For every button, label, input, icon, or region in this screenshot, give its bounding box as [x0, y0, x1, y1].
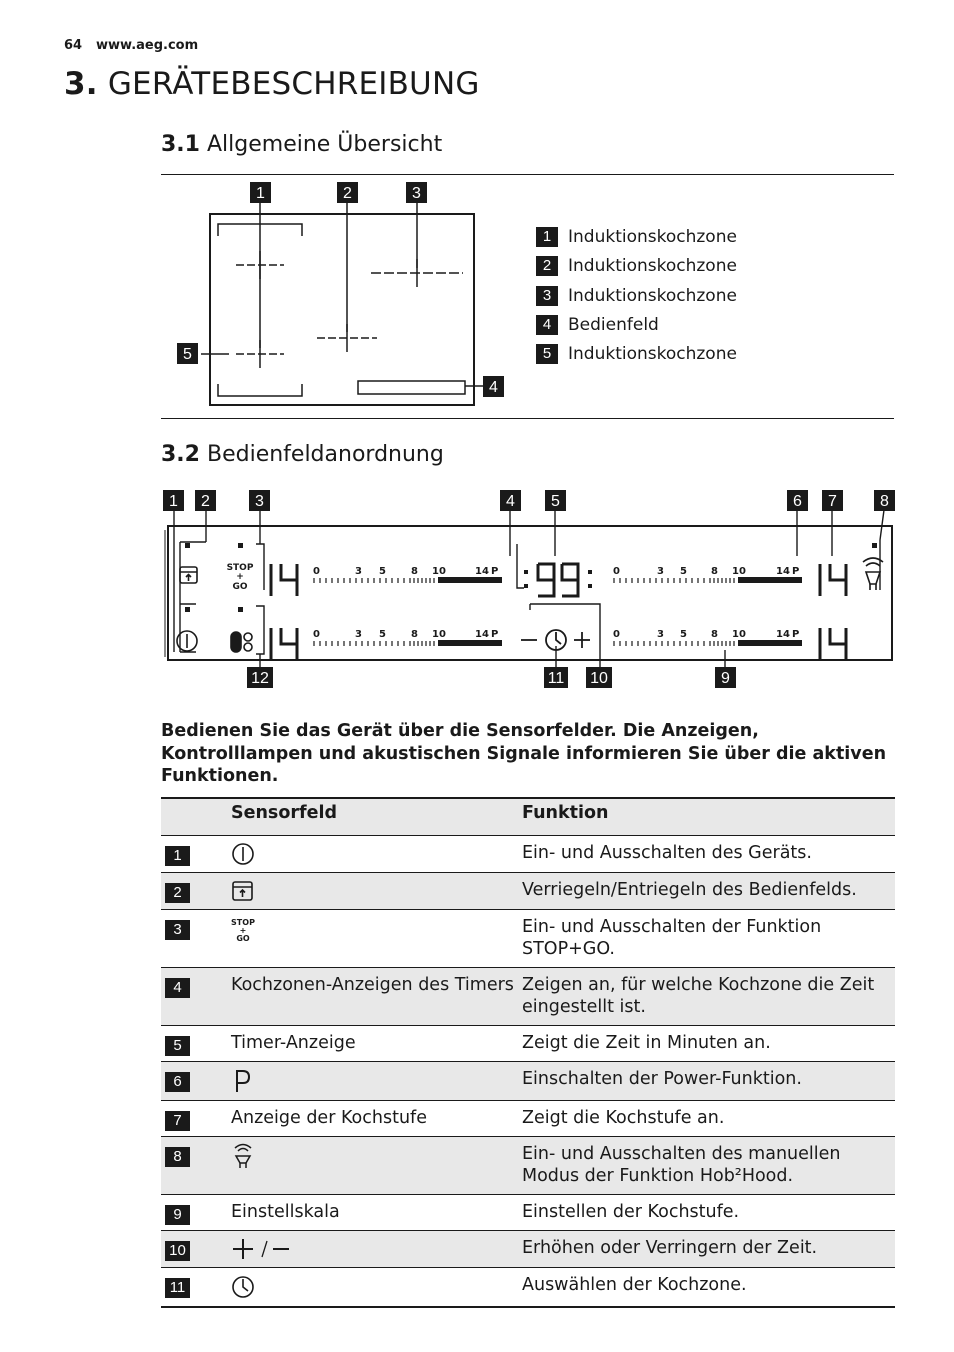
svg-text:10: 10 — [432, 629, 446, 640]
table-header-function: Funktion — [522, 798, 895, 836]
panel-callout-10: 10 — [590, 670, 608, 687]
timer-display — [538, 564, 578, 596]
row-number: 9 — [165, 1205, 190, 1225]
table-row — [161, 1268, 895, 1308]
svg-text:0: 0 — [313, 566, 320, 577]
svg-text:3: 3 — [657, 566, 664, 577]
svg-text:5: 5 — [379, 566, 386, 577]
legend-number: 1 — [536, 227, 558, 247]
row-number: 5 — [165, 1036, 190, 1056]
row-function: Zeigt die Zeit in Minuten an. — [522, 1033, 771, 1053]
power-icon — [231, 842, 255, 866]
header-url: www.aeg.com — [96, 38, 199, 53]
svg-text:10: 10 — [732, 566, 746, 577]
panel-callout-3: 3 — [255, 493, 264, 510]
row-sensor: Timer-Anzeige — [231, 1033, 356, 1053]
row-number: 6 — [165, 1072, 190, 1092]
row-function: Erhöhen oder Verringern der Zeit. — [522, 1231, 895, 1268]
table-row — [161, 1195, 895, 1231]
svg-text:STOP: STOP — [231, 918, 255, 927]
panel-callout-4: 4 — [506, 493, 515, 510]
row-sensor: Anzeige der Kochstufe — [231, 1108, 427, 1128]
row-sensor: Kochzonen-Anzeigen des Timers — [231, 968, 522, 1026]
svg-text:10: 10 — [432, 566, 446, 577]
hob-outline — [210, 214, 474, 405]
legend-item — [536, 284, 737, 308]
legend-label: Bedienfeld — [568, 315, 659, 335]
control-panel-diagram — [160, 486, 896, 694]
table-row — [161, 1137, 895, 1195]
table-row — [161, 968, 895, 1026]
section-1-heading — [161, 132, 442, 157]
plus-icon — [574, 632, 590, 648]
svg-text:8: 8 — [411, 566, 418, 577]
table-header-number — [161, 798, 231, 836]
panel-callout-9: 9 — [721, 670, 730, 687]
intro-paragraph: Bedienen Sie das Gerät über die Sensorfelder. Die Anzeigen, Kontrolllampen und akustischen Signale informieren Sie über die aktiven Funktionen. — [161, 721, 887, 786]
plus-minus-icon — [231, 1237, 295, 1261]
page-number: 64 — [64, 38, 83, 53]
section-1-title: Allgemeine Übersicht — [206, 132, 443, 157]
row-number: 2 — [165, 883, 190, 903]
svg-text:8: 8 — [711, 566, 718, 577]
chapter-title — [64, 66, 480, 102]
legend-number: 3 — [536, 286, 558, 306]
table-header-row — [161, 798, 895, 836]
stop-go-icon — [231, 916, 261, 944]
legend-label: Induktionskochzone — [568, 286, 737, 306]
panel-callout-1: 1 — [169, 493, 178, 510]
svg-text:0: 0 — [313, 629, 320, 640]
control-panel-outline — [358, 381, 465, 394]
svg-text:3: 3 — [355, 629, 362, 640]
p-icon — [231, 1068, 255, 1094]
svg-text:5: 5 — [680, 566, 687, 577]
chapter-title-text: GERÄTEBESCHREIBUNG — [107, 66, 480, 102]
row-number: 11 — [165, 1278, 190, 1298]
row-number: 10 — [165, 1241, 190, 1261]
svg-text:3: 3 — [355, 566, 362, 577]
scale-top-right — [613, 566, 799, 577]
svg-text:5: 5 — [680, 629, 687, 640]
panel-callout-2: 2 — [201, 493, 210, 510]
svg-text:GO: GO — [236, 934, 250, 943]
callout-2: 2 — [343, 185, 352, 202]
lock-icon — [180, 567, 197, 583]
level-display-right-bottom — [820, 628, 846, 660]
row-function: Ein- und Ausschalten des manuellen Modus der Funktion Hob²Hood. — [522, 1137, 895, 1195]
callout-3: 3 — [412, 185, 421, 202]
level-display-left-bottom — [271, 628, 297, 660]
legend-number: 4 — [536, 315, 558, 335]
svg-text:P: P — [792, 566, 800, 577]
chapter-number: 3. — [64, 66, 98, 102]
scale-bottom-left — [313, 629, 498, 640]
legend-item — [536, 313, 659, 337]
legend-item — [536, 225, 737, 249]
scale-bottom-right — [613, 629, 799, 640]
timer-icon — [231, 1274, 257, 1300]
panel-callout-7: 7 — [828, 493, 837, 510]
hob-overview-diagram — [161, 178, 521, 414]
panel-callout-5: 5 — [551, 493, 560, 510]
row-number: 8 — [165, 1147, 190, 1167]
table-row — [161, 873, 895, 910]
svg-text:0: 0 — [613, 566, 620, 577]
section-2-number: 3.2 — [161, 442, 200, 467]
svg-text:5: 5 — [379, 629, 386, 640]
scale-top-left — [313, 566, 498, 577]
svg-text:14: 14 — [776, 629, 790, 640]
section-2-title: Bedienfeldanordnung — [206, 442, 444, 467]
section-1-top-rule — [161, 174, 894, 175]
svg-text:3: 3 — [657, 629, 664, 640]
svg-text:STOP: STOP — [226, 563, 254, 573]
svg-text:14: 14 — [475, 629, 489, 640]
table-row — [161, 1231, 895, 1268]
legend-item — [536, 342, 737, 366]
row-function: Auswählen der Kochzone. — [522, 1275, 747, 1295]
section-1-number: 3.1 — [161, 132, 200, 157]
lock-icon — [231, 879, 255, 903]
row-sensor: Einstellskala — [231, 1202, 340, 1222]
level-display-left-top — [271, 564, 297, 596]
svg-text:P: P — [792, 629, 800, 640]
callout-5: 5 — [183, 346, 192, 363]
row-function: Einstellen der Kochstufe. — [522, 1202, 740, 1222]
panel-callout-12: 12 — [251, 670, 269, 687]
panel-callout-8: 8 — [880, 493, 889, 510]
callout-4: 4 — [489, 379, 498, 396]
svg-text:P: P — [491, 629, 499, 640]
table-row — [161, 1026, 895, 1062]
stop-go-icon — [227, 563, 254, 592]
row-number: 1 — [165, 846, 190, 866]
svg-text:P: P — [491, 566, 499, 577]
function-table — [161, 797, 895, 1308]
svg-text:8: 8 — [711, 629, 718, 640]
svg-text:10: 10 — [732, 629, 746, 640]
table-row — [161, 836, 895, 873]
row-function: Verriegeln/Entriegeln des Bedienfelds. — [522, 873, 895, 910]
svg-text:0: 0 — [613, 629, 620, 640]
section-1-bottom-rule — [161, 418, 894, 419]
table-row — [161, 1062, 895, 1101]
svg-text:8: 8 — [411, 629, 418, 640]
bridge-icon — [231, 632, 252, 652]
panel-callout-11: 11 — [547, 670, 565, 687]
row-function: Ein- und Ausschalten der Funktion STOP+GO. — [522, 917, 822, 959]
row-number: 3 — [165, 920, 190, 940]
callout-1: 1 — [256, 185, 265, 202]
svg-text:14: 14 — [776, 566, 790, 577]
legend-item — [536, 254, 737, 278]
legend-label: Induktionskochzone — [568, 344, 737, 364]
row-number: 7 — [165, 1111, 190, 1131]
row-function: Ein- und Ausschalten des Geräts. — [522, 843, 812, 863]
legend-label: Induktionskochzone — [568, 227, 737, 247]
svg-text:+: + — [236, 572, 244, 582]
row-function: Einschalten der Power-Funktion. — [522, 1062, 895, 1101]
row-function: Zeigen an, für welche Kochzone die Zeit eingestellt ist. — [522, 968, 895, 1026]
table-row — [161, 1101, 895, 1137]
panel-callout-6: 6 — [793, 493, 802, 510]
row-number: 4 — [165, 978, 190, 998]
table-row — [161, 910, 895, 968]
svg-text:+: + — [239, 926, 247, 935]
hob2hood-icon — [231, 1143, 255, 1169]
svg-text:GO: GO — [232, 582, 248, 592]
legend-label: Induktionskochzone — [568, 256, 737, 276]
table-header-sensor: Sensorfeld — [231, 798, 522, 836]
level-display-right-top — [820, 564, 846, 596]
svg-text:14: 14 — [475, 566, 489, 577]
legend-number: 5 — [536, 344, 558, 364]
legend-number: 2 — [536, 256, 558, 276]
section-2-heading — [161, 442, 444, 467]
row-function: Zeigt die Kochstufe an. — [522, 1108, 725, 1128]
zone-5-bracket — [218, 384, 302, 396]
